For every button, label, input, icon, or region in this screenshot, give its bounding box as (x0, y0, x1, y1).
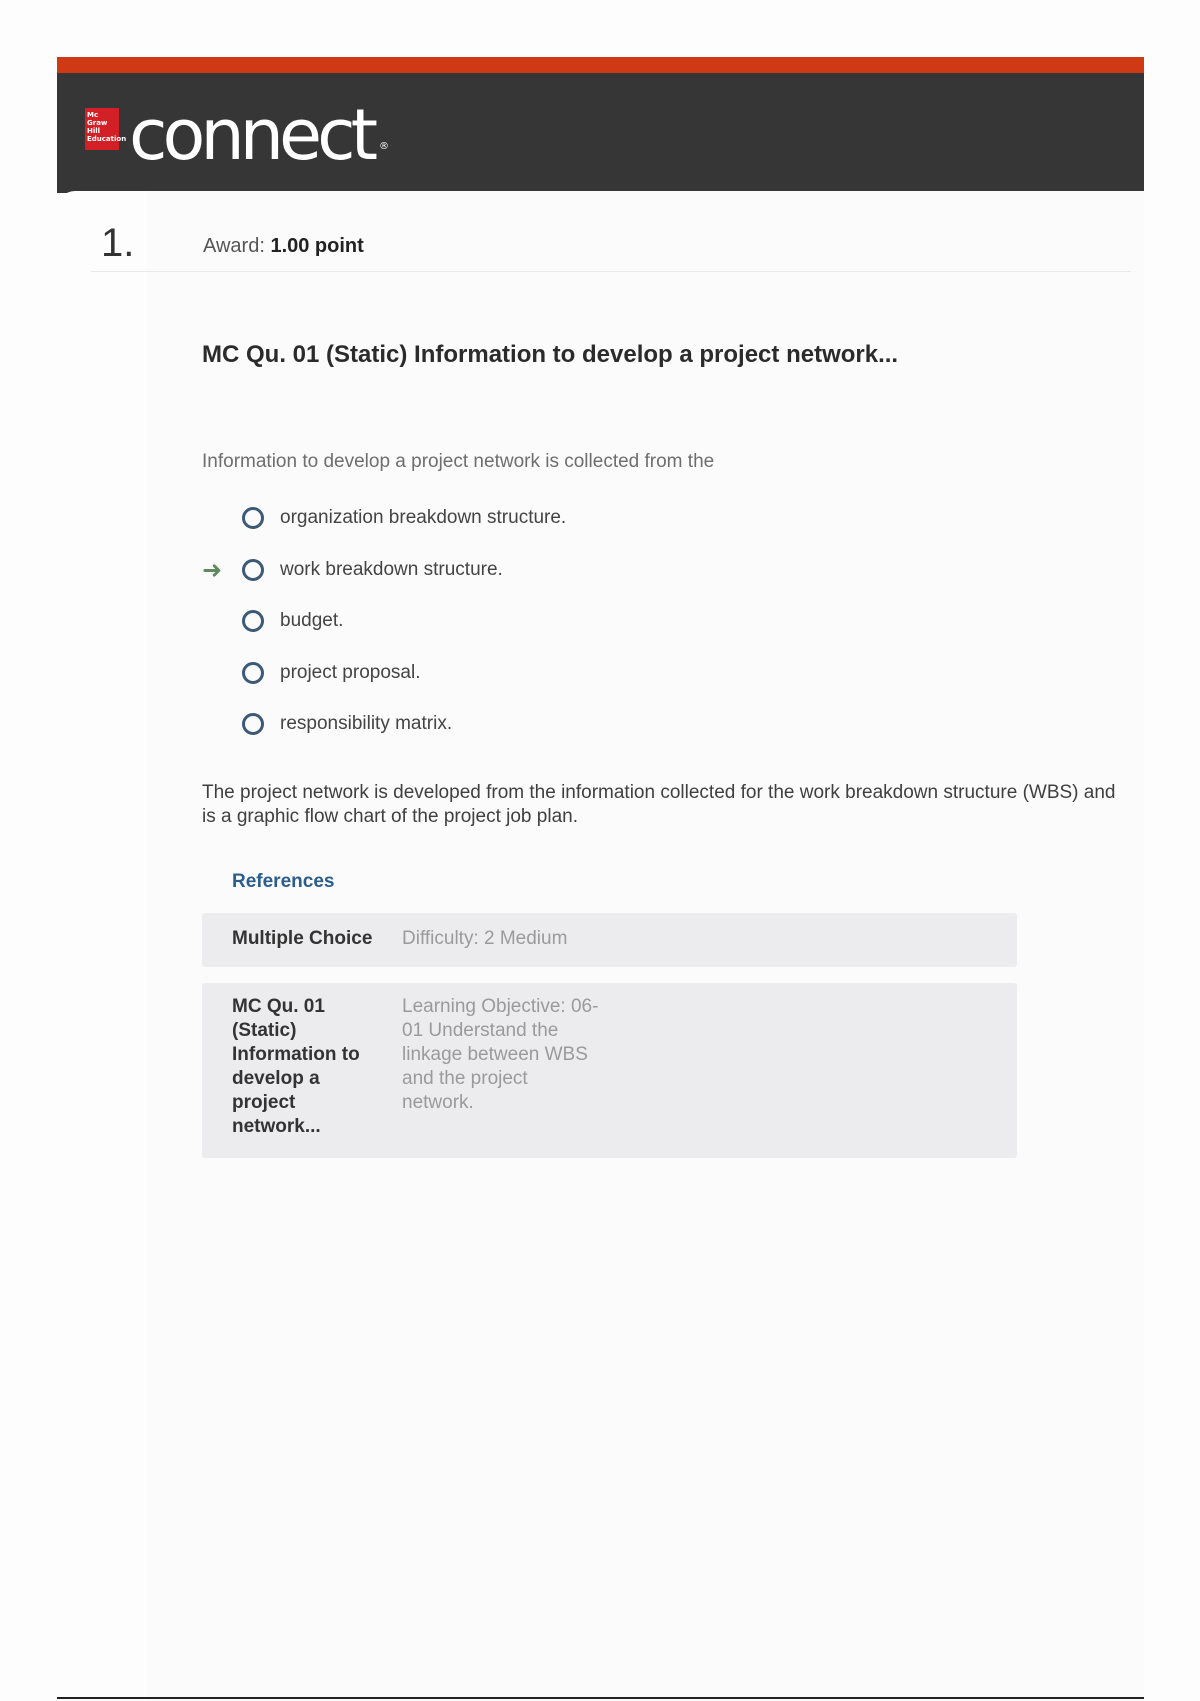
option-label: project proposal. (280, 662, 421, 683)
page-divider (57, 1697, 1144, 1699)
reference-type: Multiple Choice (232, 928, 373, 949)
brand-stripe (57, 57, 1144, 73)
radio-button[interactable] (242, 559, 264, 581)
option-label: responsibility matrix. (280, 713, 453, 734)
reference-row (202, 913, 1017, 967)
registered-mark: ® (379, 141, 390, 152)
question-title: MC Qu. 01 (Static) Information to develop a project network... (202, 341, 899, 368)
answer-option[interactable] (202, 658, 802, 688)
award-value: 1.00 point (270, 235, 364, 257)
answer-explanation: The project network is developed from the information collected for the work breakdown structure (WBS) and is a graphic flow chart of the project job plan. (202, 782, 1116, 827)
radio-button[interactable] (242, 662, 264, 684)
reference-difficulty: Difficulty: 2 Medium (402, 928, 568, 949)
answer-option[interactable] (202, 555, 802, 585)
question-header (91, 221, 1131, 272)
award-info (203, 235, 364, 258)
app-header (57, 73, 1144, 193)
option-label: work breakdown structure. (280, 559, 503, 580)
references-toggle[interactable]: References (232, 871, 335, 892)
question-prompt: Information to develop a project network is collected from the (202, 451, 715, 472)
mcgraw-hill-logo: Mc Graw Hill Education (85, 108, 119, 150)
radio-button[interactable] (242, 713, 264, 735)
question-number: 1. (101, 221, 135, 265)
connect-logo (129, 94, 390, 176)
radio-button[interactable] (242, 507, 264, 529)
connect-logo-text: connect (129, 94, 374, 176)
option-label: budget. (280, 610, 344, 631)
question-card (57, 191, 1144, 1701)
option-label: organization breakdown structure. (280, 507, 567, 528)
reference-question-name: MC Qu. 01 (Static) Information to develop a project network... (232, 996, 360, 1137)
answer-option[interactable] (202, 606, 802, 636)
answer-option[interactable] (202, 709, 802, 739)
award-label: Award: (203, 235, 265, 257)
reference-learning-objective: Learning Objective: 06-01 Understand the linkage between WBS and the project network. (402, 996, 599, 1113)
radio-button[interactable] (242, 610, 264, 632)
reference-row (202, 983, 1017, 1158)
answer-option[interactable] (202, 503, 802, 533)
connect-frame (57, 57, 1144, 1700)
correct-answer-arrow-icon: ➜ (202, 556, 223, 584)
